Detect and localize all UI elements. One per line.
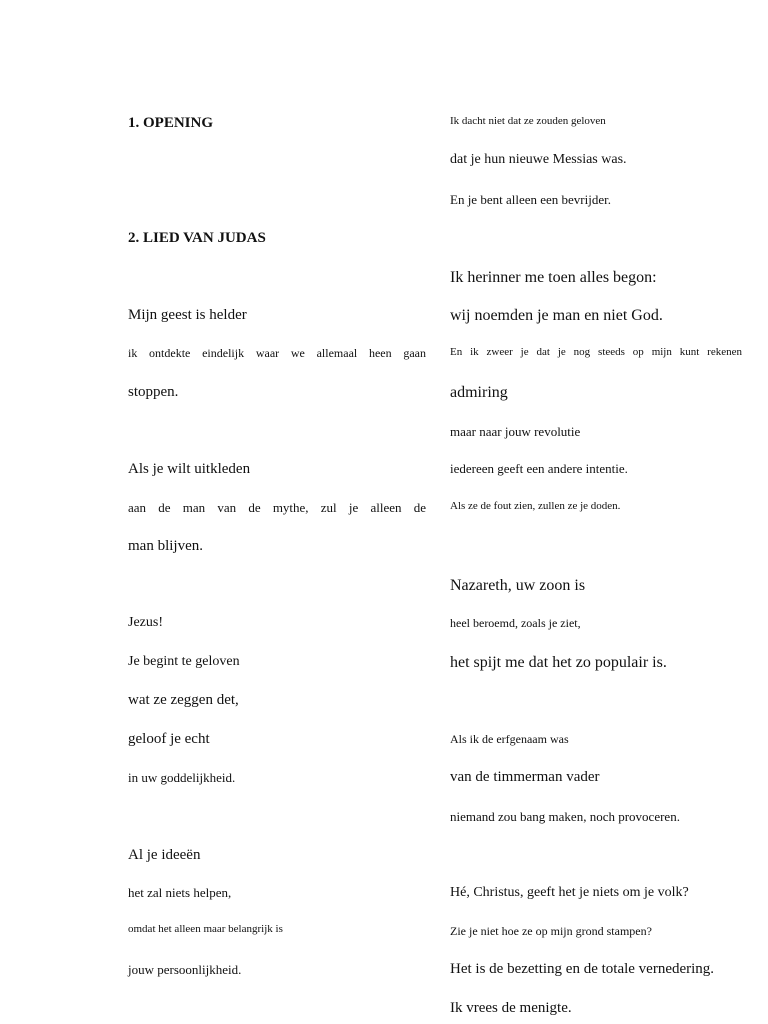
lyric-line: wij noemden je man en niet God. xyxy=(450,307,663,324)
lyric-line: geloof je echt xyxy=(128,731,210,747)
lyric-line: Hé, Christus, geeft het je niets om je volk? xyxy=(450,885,689,900)
lyric-line: Als ze de fout zien, zullen ze je doden. xyxy=(450,500,621,512)
lyric-line: Jezus! xyxy=(128,615,163,630)
lyric-line: Zie je niet hoe ze op mijn grond stampen? xyxy=(450,924,652,938)
lyric-line: Ik vrees de menigte. xyxy=(450,1000,572,1016)
lyric-line: jouw persoonlijkheid. xyxy=(128,962,242,977)
lyric-line: in uw goddelijkheid. xyxy=(128,770,236,785)
lyric-line: wat ze zeggen det, xyxy=(128,692,239,708)
lyric-line: stoppen. xyxy=(128,384,179,400)
lyric-line: Al je ideeën xyxy=(128,847,201,863)
lyric-line: omdat het alleen maar belangrijk is xyxy=(128,923,283,935)
lyric-line: van de timmerman vader xyxy=(450,769,600,785)
lyric-line: het zal niets helpen, xyxy=(128,885,232,900)
lyric-line: ik ontdekte eindelijk waar we allemaal heen gaan xyxy=(128,346,426,360)
lyric-line: admiring xyxy=(450,384,508,401)
lyric-line: Als ik de erfgenaam was xyxy=(450,732,569,746)
lyric-line: En je bent alleen een bevrijder. xyxy=(450,192,611,207)
lyric-line: het spijt me dat het zo populair is. xyxy=(450,654,667,671)
lyric-line: En ik zweer je dat je nog steeds op mijn kunt rekenen xyxy=(450,346,742,358)
lyric-line: Ik herinner me toen alles begon: xyxy=(450,269,657,286)
lyric-line: Als je wilt uitkleden xyxy=(128,461,251,477)
lyric-line: Nazareth, uw zoon is xyxy=(450,577,586,594)
lyric-line: Het is de bezetting en de totale vernedering. xyxy=(450,961,715,977)
heading-lied-van-judas: 2. LIED VAN JUDAS xyxy=(128,230,266,246)
lyric-line: dat je hun nieuwe Messias was. xyxy=(450,152,627,167)
lyric-line: Je begint te geloven xyxy=(128,654,240,669)
lyric-line: niemand zou bang maken, noch provoceren. xyxy=(450,809,680,824)
lyric-line: iedereen geeft een andere intentie. xyxy=(450,461,628,476)
lyric-line: Mijn geest is helder xyxy=(128,307,247,323)
lyric-line: man blijven. xyxy=(128,538,203,554)
lyric-line: maar naar jouw revolutie xyxy=(450,424,581,439)
lyric-line: aan de man van de mythe, zul je alleen de xyxy=(128,500,426,515)
heading-opening: 1. OPENING xyxy=(128,115,214,131)
lyric-line: heel beroemd, zoals je ziet, xyxy=(450,616,581,630)
lyric-line: Ik dacht niet dat ze zouden geloven xyxy=(450,115,606,127)
